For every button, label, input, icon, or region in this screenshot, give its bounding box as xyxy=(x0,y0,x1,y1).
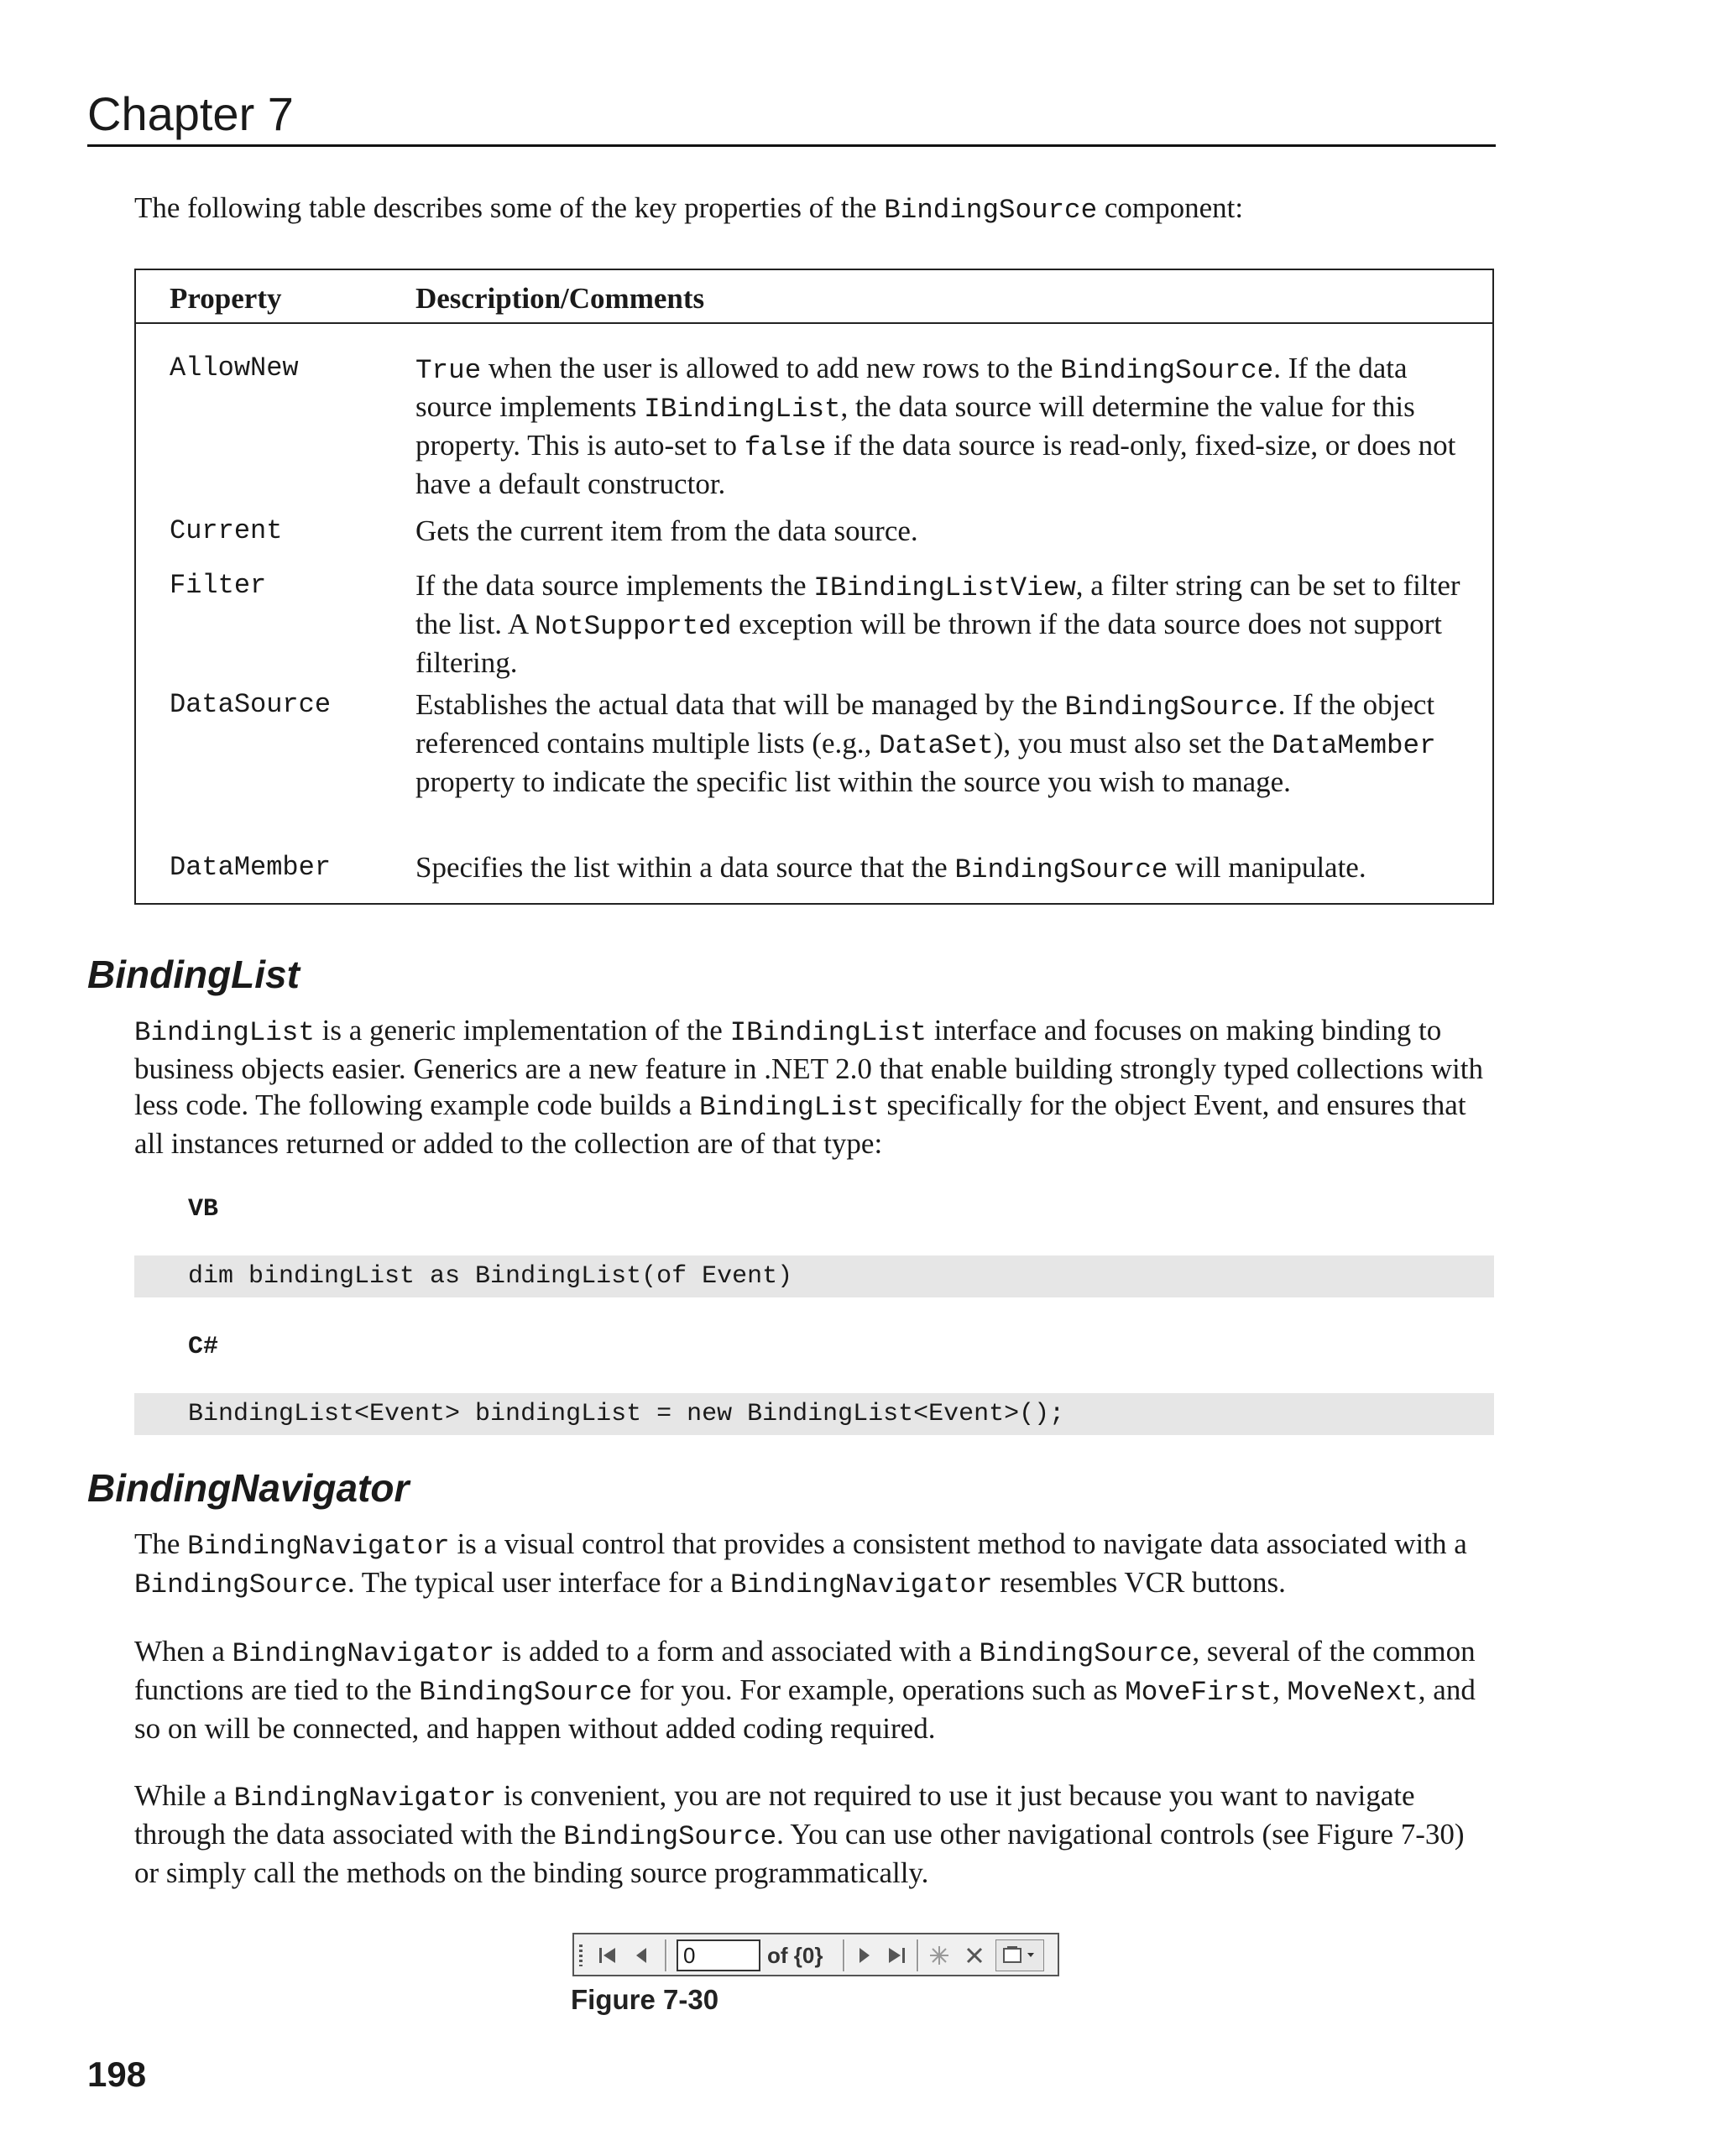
text-run: Establishes the actual data that will be managed by the xyxy=(415,688,1065,721)
inline-code: MoveFirst xyxy=(1125,1677,1273,1708)
text-run: Specifies the list within a data source that the xyxy=(415,851,955,884)
inline-code: DataSet xyxy=(879,730,994,761)
text-run: is a visual control that provides a consistent method to navigate data associated with a xyxy=(449,1527,1467,1560)
text-run: , xyxy=(1272,1673,1288,1706)
binding-navigator-toolbar xyxy=(572,1933,1059,1976)
property-name: Current xyxy=(170,515,283,546)
text-run: specifically for the object Event, and ensures that all instances returned or added to the collection are of that type: xyxy=(134,1088,1466,1160)
text-run: Gets the current item from the data source. xyxy=(415,514,918,547)
add-item-dropdown-button[interactable] xyxy=(995,1939,1044,1971)
text-run: exception will be thrown if the data source does not support filtering. xyxy=(415,608,1442,679)
page-number: 198 xyxy=(87,2054,147,2094)
inline-code: BindingSource xyxy=(134,1569,347,1600)
inline-code: BindingSource xyxy=(954,854,1168,885)
text-run: . If the data source implements xyxy=(415,352,1408,423)
cs-code-block xyxy=(134,1393,1494,1435)
property-description xyxy=(415,686,1473,800)
cs-code-label: C# xyxy=(188,1333,219,1361)
inline-code: BindingSource xyxy=(563,1821,777,1852)
vb-code-label: VB xyxy=(188,1195,219,1224)
inline-code: NotSupported xyxy=(534,611,732,642)
inline-code: True xyxy=(415,355,482,386)
text-run: The xyxy=(134,1527,188,1560)
properties-table xyxy=(134,269,1494,905)
inline-code: BindingNavigator xyxy=(187,1531,450,1562)
property-description xyxy=(415,513,1473,549)
toolbar-separator xyxy=(917,1939,919,1971)
text-run: property to indicate the specific list within the source you wish to manage. xyxy=(415,765,1291,798)
move-first-button[interactable] xyxy=(593,1939,623,1971)
move-previous-button[interactable] xyxy=(626,1939,656,1971)
move-next-button[interactable] xyxy=(849,1939,880,1971)
delete-button[interactable] xyxy=(959,1939,990,1971)
property-description xyxy=(415,350,1473,502)
text-run: if the data source is read-only, fixed-size, or does not have a default constructor. xyxy=(415,429,1456,500)
delete-icon xyxy=(964,1945,985,1965)
text-run: , and so on will be connected, and happen without added coding required. xyxy=(134,1673,1476,1745)
text-run: when the user is allowed to add new rows to the xyxy=(481,352,1061,384)
move-last-button[interactable] xyxy=(881,1939,912,1971)
property-name: DataSource xyxy=(170,689,332,720)
text-run: If the data source implements the xyxy=(415,569,814,602)
text-run: is convenient, you are not required to use it just because you want to navigate through the data associated with the xyxy=(134,1779,1415,1851)
inline-code: BindingNavigator xyxy=(232,1638,495,1669)
toolbar-separator xyxy=(843,1939,845,1971)
text-run: interface and focuses on making binding to business objects easier. Generics are a new feature in .NET 2.0 that enable building strongly typed collections with less code. The following example code builds a xyxy=(134,1014,1483,1121)
text-run: When a xyxy=(134,1635,233,1668)
add-new-button[interactable] xyxy=(923,1939,955,1971)
inline-code: false xyxy=(744,432,827,463)
toolbar-separator xyxy=(665,1939,667,1971)
section-heading-bindingnavigator: BindingNavigator xyxy=(87,1466,410,1510)
inline-code: BindingSource xyxy=(419,1677,633,1708)
figure-caption: Figure 7-30 xyxy=(571,1984,719,2015)
inline-code: BindingList xyxy=(698,1092,880,1123)
vb-code-block xyxy=(134,1255,1494,1297)
text-run: for you. For example, operations such as xyxy=(632,1673,1126,1706)
inline-code: DataMember xyxy=(1272,730,1436,761)
add-new-icon xyxy=(928,1945,950,1966)
property-description xyxy=(415,849,1473,888)
cs-code-line: BindingList<Event> bindingList = new BindingList<Event>(); xyxy=(188,1400,1065,1428)
text-run: is a generic implementation of the xyxy=(314,1014,730,1047)
text-run: is added to a form and associated with a xyxy=(494,1635,980,1668)
property-name: AllowNew xyxy=(170,352,299,384)
text-run: , a filter string can be set to filter the list. A xyxy=(415,569,1460,640)
property-name: DataMember xyxy=(170,852,332,883)
inline-code: BindingSource xyxy=(1064,692,1278,723)
toolbar-grip-icon[interactable] xyxy=(579,1945,583,1966)
text-run: will manipulate. xyxy=(1168,851,1366,884)
move-next-icon xyxy=(855,1945,874,1965)
column-header-description: Description/Comments xyxy=(415,282,705,315)
inline-code: BindingSource xyxy=(1060,355,1274,386)
text-run: . If the object referenced contains multiple lists (e.g., xyxy=(415,688,1435,760)
bindingnavigator-paragraph-3 xyxy=(134,1778,1496,1891)
move-first-icon xyxy=(597,1945,619,1965)
inline-code: IBindingList xyxy=(729,1017,927,1048)
text-run: While a xyxy=(134,1779,234,1812)
position-input[interactable]: 0 xyxy=(677,1939,760,1971)
text-run: ), you must also set the xyxy=(993,727,1272,760)
table-intro xyxy=(134,190,1496,228)
count-label: of {0} xyxy=(767,1943,823,1968)
inline-code: BindingList xyxy=(134,1017,315,1048)
property-name: Filter xyxy=(170,570,267,601)
bindingnavigator-paragraph-1 xyxy=(134,1526,1496,1603)
move-previous-icon xyxy=(632,1945,651,1965)
text-run: . You can use other navigational controls (see Figure 7-30) or simply call the methods on the binding source programmatically. xyxy=(134,1818,1465,1889)
property-description xyxy=(415,567,1473,681)
text-run: resembles VCR buttons. xyxy=(992,1566,1286,1599)
column-header-property: Property xyxy=(170,282,282,315)
inline-code: MoveNext xyxy=(1287,1677,1419,1708)
chapter-title: Chapter 7 xyxy=(87,87,294,140)
text-run: , several of the common functions are tied to the xyxy=(134,1635,1476,1706)
header-divider xyxy=(136,322,1492,324)
section-heading-bindinglist: BindingList xyxy=(87,953,300,996)
inline-code: BindingNavigator xyxy=(730,1569,993,1600)
vb-code-line: dim bindingList as BindingList(of Event) xyxy=(188,1262,793,1291)
text-run: . The typical user interface for a xyxy=(347,1566,730,1599)
move-last-icon xyxy=(886,1945,907,1965)
intro-text-end: component: xyxy=(1097,191,1244,224)
inline-code: IBindingListView xyxy=(813,572,1076,603)
chapter-header xyxy=(87,84,1496,147)
inline-code: BindingNavigator xyxy=(233,1783,497,1814)
inline-code: IBindingList xyxy=(644,394,841,425)
text-run: , the data source will determine the value for this property. This is auto-set to xyxy=(415,390,1415,462)
bindinglist-paragraph xyxy=(134,1012,1496,1162)
bindingnavigator-paragraph-2 xyxy=(134,1633,1496,1746)
intro-text: The following table describes some of the key properties of the xyxy=(134,191,885,224)
intro-code: BindingSource xyxy=(884,195,1098,226)
inline-code: BindingSource xyxy=(979,1638,1193,1669)
dropdown-icon xyxy=(1001,1945,1038,1966)
